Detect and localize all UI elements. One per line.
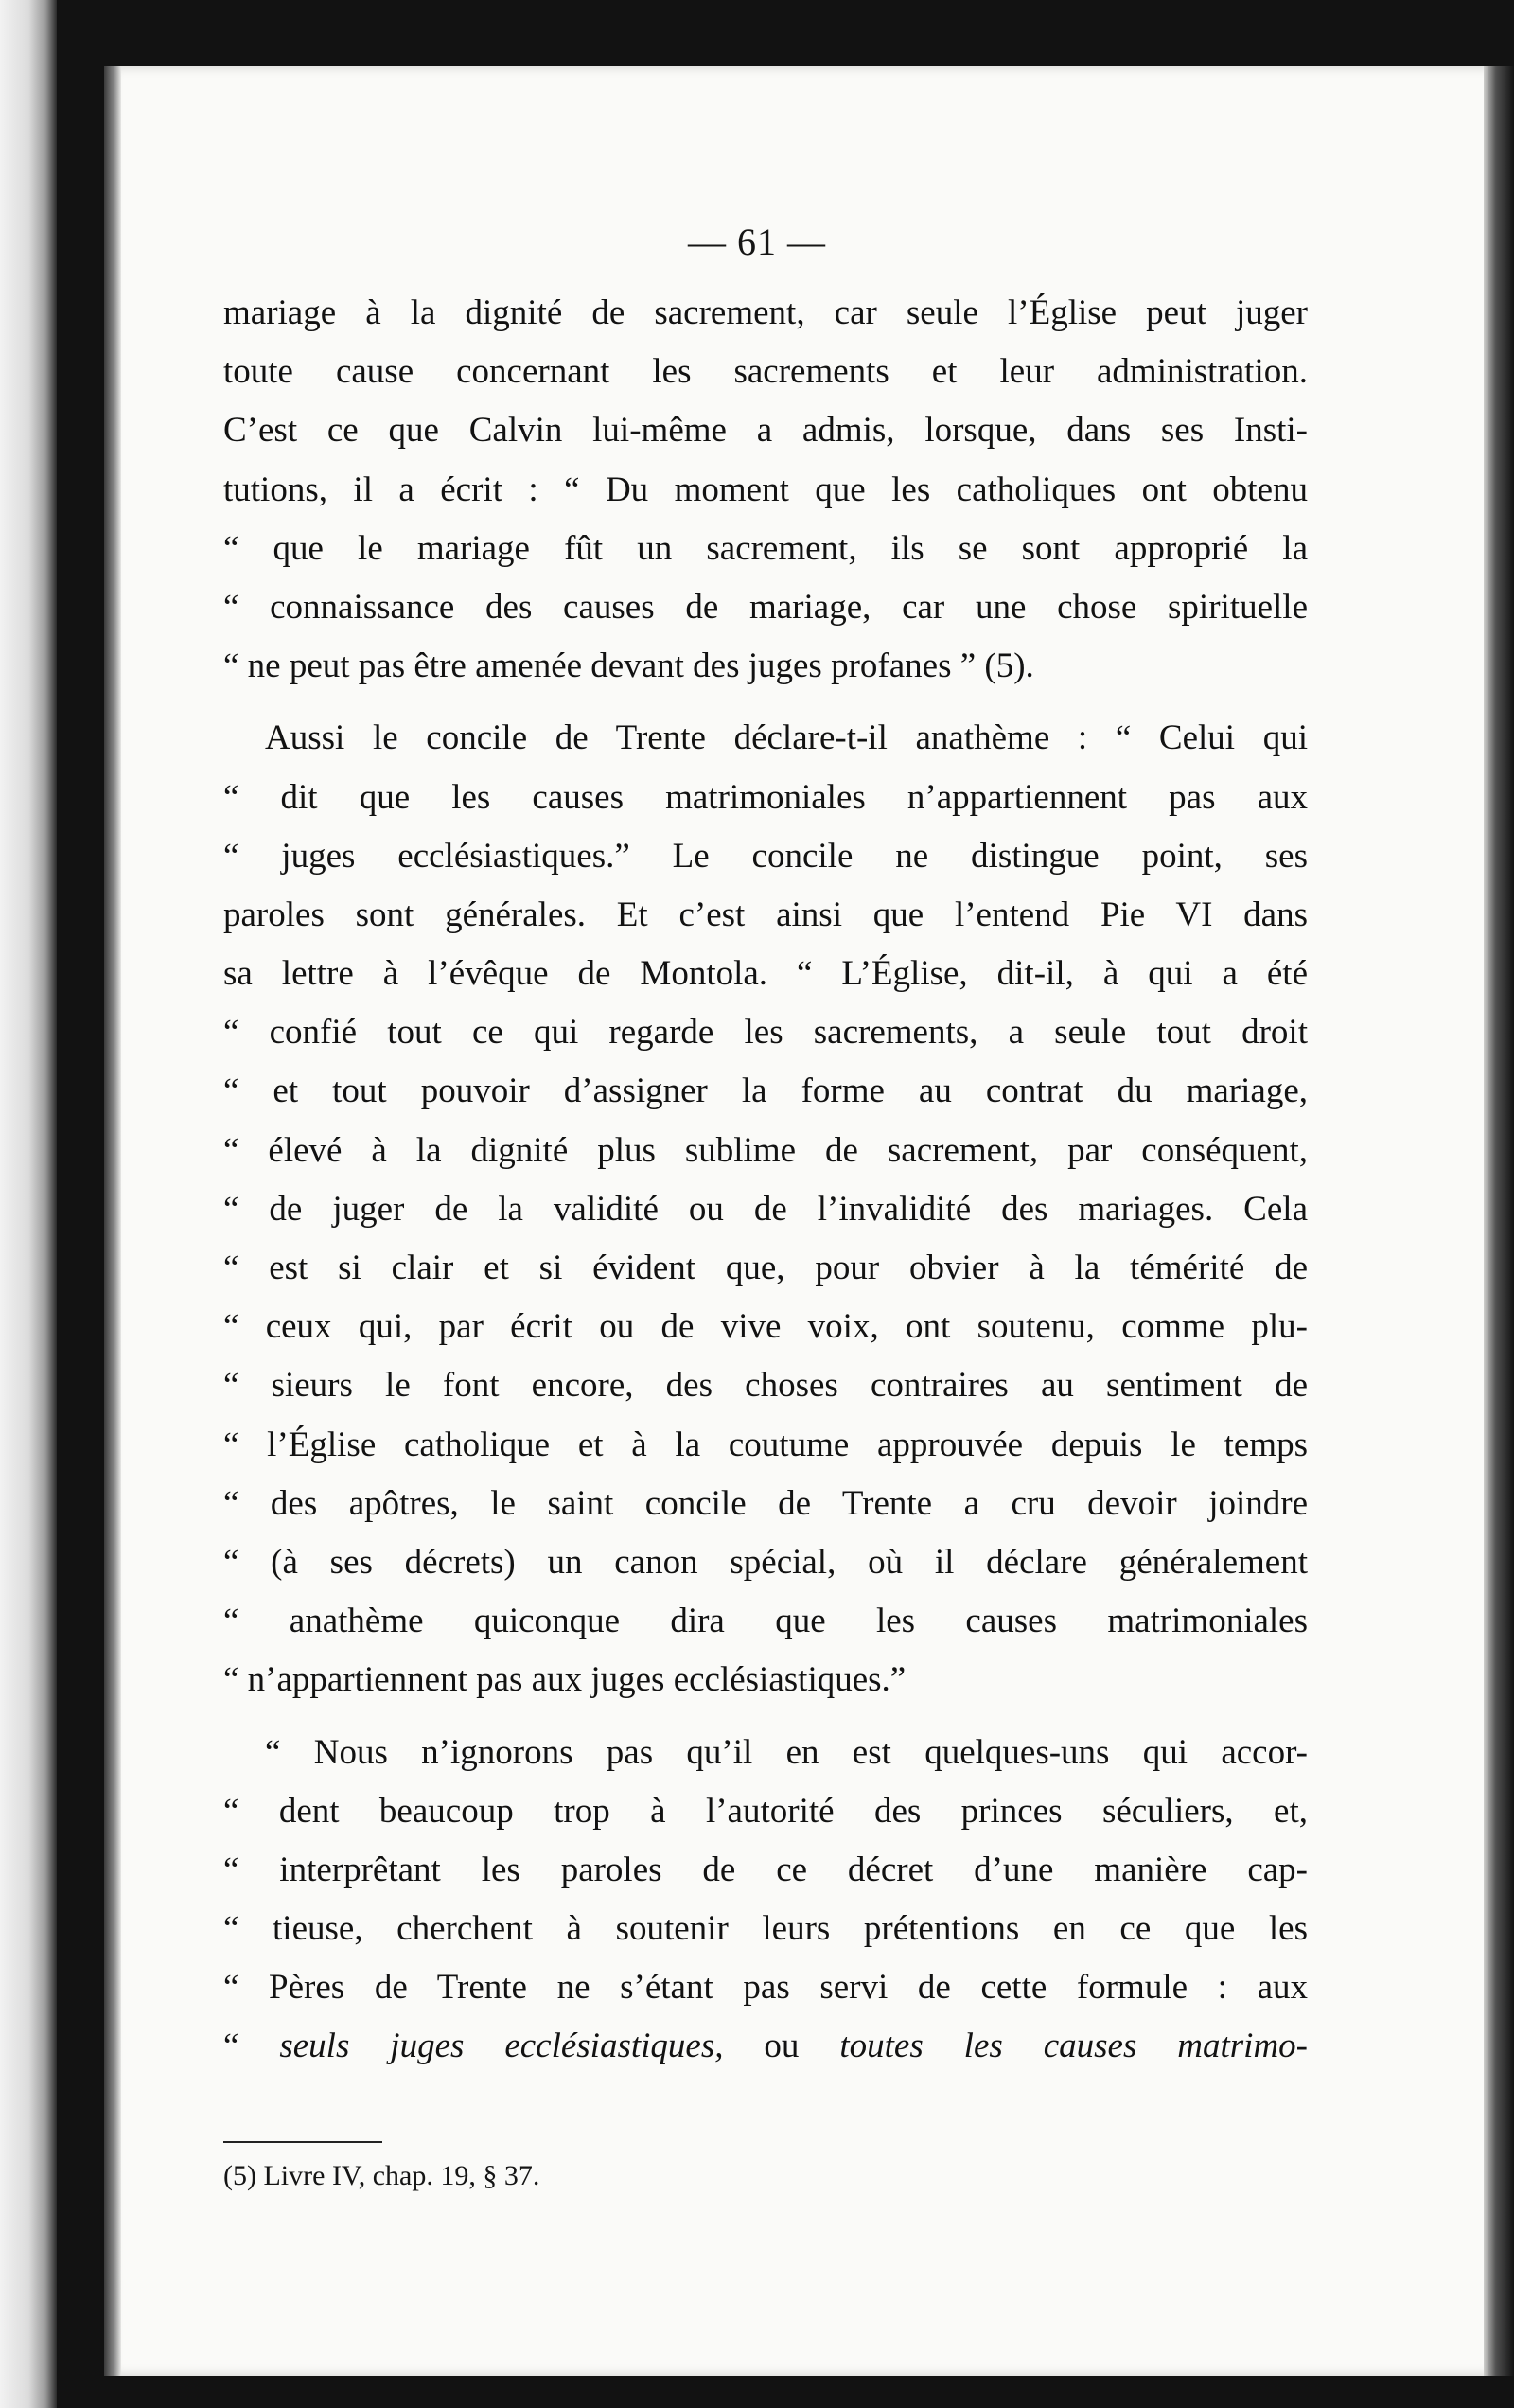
text-line: “ ceux qui, par écrit ou de vive voix, ont soutenu, comme plu- [223, 1307, 1308, 1347]
quote-mark: “ [223, 2027, 280, 2066]
text-line: tutions, il a écrit : “ Du moment que les catholiques ont obtenu [223, 469, 1308, 509]
text-line: “ connaissance des causes de mariage, car une chose spirituelle [223, 587, 1308, 627]
text-line: paroles sont générales. Et c’est ainsi que l’entend Pie VI dans [223, 894, 1308, 934]
text-line: “ des apôtres, le saint concile de Trente a cru devoir joindre [223, 1483, 1308, 1523]
paragraph-gap [223, 1710, 1308, 1724]
text-line: “ tieuse, cherchent à soutenir leurs prétentions en ce que les [223, 1909, 1308, 1949]
paragraph-gap [223, 696, 1308, 709]
text-line: “ sieurs le font encore, des choses contraires au sentiment de [223, 1366, 1308, 1406]
adjacent-page-edge [0, 0, 57, 2408]
text-line: “ dit que les causes matrimoniales n’appartiennent pas aux [223, 777, 1308, 817]
page-right-edge [1484, 66, 1514, 2376]
page-binding-edge [104, 66, 121, 2376]
paragraph-2 [223, 709, 1308, 1709]
italic-phrase: toutes les causes matrimo- [839, 2027, 1308, 2066]
paragraph-1 [223, 284, 1308, 696]
footnote: (5) Livre IV, chap. 19, § 37. [223, 2160, 540, 2191]
text-line: “ Pères de Trente ne s’étant pas servi de cette formule : aux [223, 1968, 1308, 2008]
text-line: “ n’appartiennent pas aux juges ecclésiastiques.” [223, 1660, 907, 1700]
text-line: C’est ce que Calvin lui-même a admis, lorsque, dans ses Insti- [223, 411, 1308, 451]
text-line: mariage à la dignité de sacrement, car seule l’Église peut juger [223, 293, 1308, 332]
text-line: “ que le mariage fût un sacrement, ils se sont approprié la [223, 528, 1308, 568]
paragraph-3 [223, 1724, 1308, 2077]
text-line-mixed [223, 2017, 1308, 2076]
text-line: “ anathème quiconque dira que les causes matrimoniales [223, 1602, 1308, 1641]
connector-word: ou [723, 2027, 840, 2066]
text-line: “ dent beaucoup trop à l’autorité des princes séculiers, et, [223, 1791, 1308, 1831]
text-line: “ est si clair et si évident que, pour obvier à la témérité de [223, 1248, 1308, 1287]
text-line: “ (à ses décrets) un canon spécial, où il déclare généralement [223, 1542, 1308, 1582]
text-line: “ élevé à la dignité plus sublime de sacrement, par conséquent, [223, 1130, 1308, 1170]
page-number: — 61 — [688, 221, 826, 263]
text-line: “ interprêtant les paroles de ce décret d’une manière cap- [223, 1850, 1308, 1889]
text-line: “ confié tout ce qui regarde les sacrements, a seule tout droit [223, 1013, 1308, 1053]
text-line: Aussi le concile de Trente déclare-t-il anathème : “ Celui qui [265, 718, 1308, 758]
text-line: “ ne peut pas être amenée devant des juges profanes ” (5). [223, 646, 1034, 686]
text-line: “ juges ecclésiastiques.” Le concile ne distingue point, ses [223, 836, 1308, 876]
body-text [223, 284, 1308, 2077]
text-line: “ et tout pouvoir d’assigner la forme au contrat du mariage, [223, 1071, 1308, 1111]
text-line: “ Nous n’ignorons pas qu’il en est quelques-uns qui accor- [265, 1732, 1308, 1772]
footnote-rule [223, 2141, 382, 2143]
text-line: “ de juger de la validité ou de l’invalidité des mariages. Cela [223, 1189, 1308, 1229]
text-line: toute cause concernant les sacrements et leur administration. [223, 352, 1308, 392]
italic-phrase: seuls juges ecclésiastiques, [279, 2027, 724, 2066]
text-line: sa lettre à l’évêque de Montola. “ L’Église, dit-il, à qui a été [223, 954, 1308, 994]
text-line: “ l’Église catholique et à la coutume approuvée depuis le temps [223, 1425, 1308, 1464]
